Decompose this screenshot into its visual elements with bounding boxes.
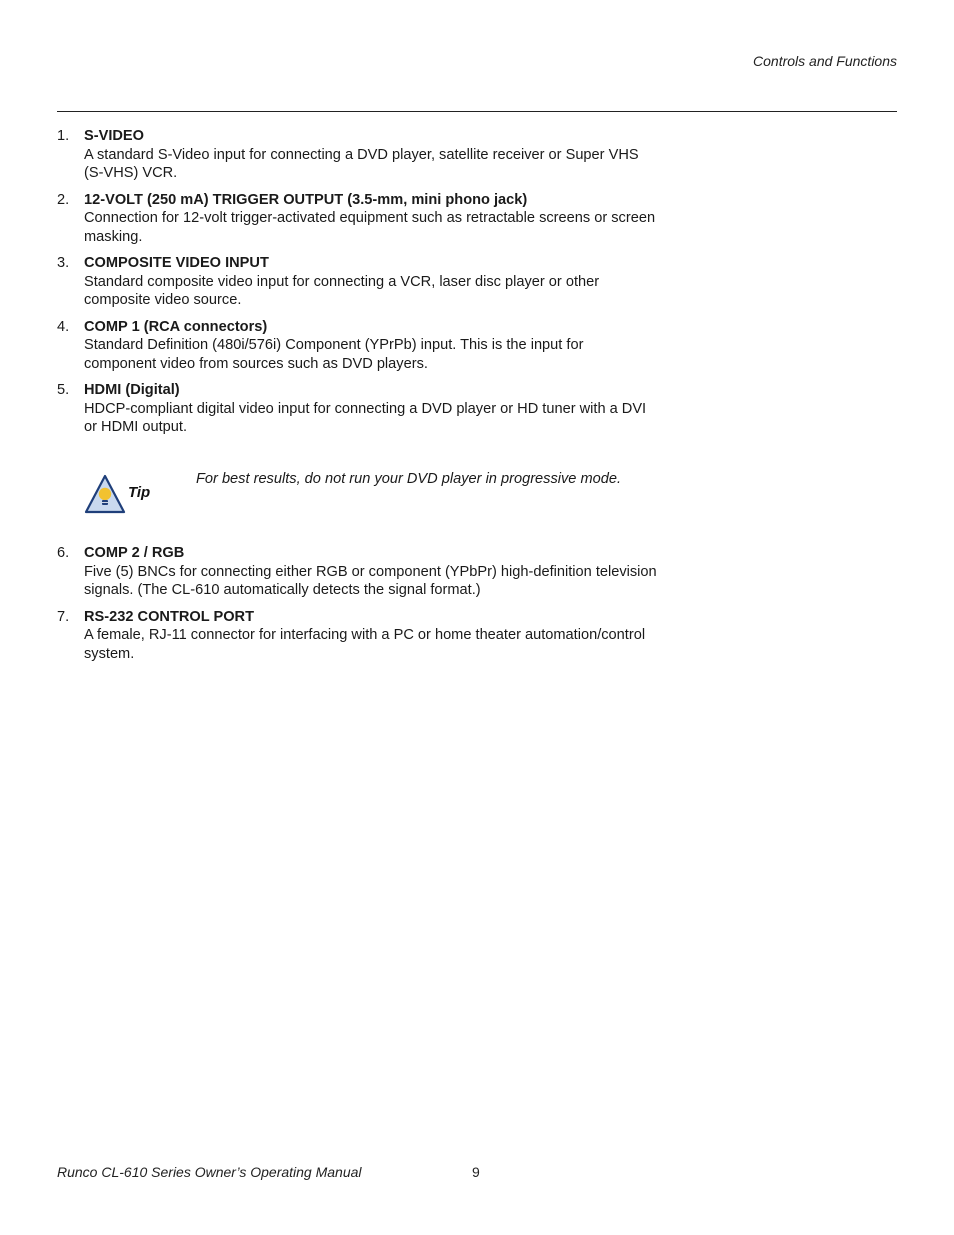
item-title: COMP 2 / RGB	[84, 545, 185, 561]
header-divider	[57, 111, 897, 112]
item-description: A female, RJ-11 connector for interfacing with a PC or home theater automation/control system.	[84, 627, 646, 662]
list-item	[57, 381, 677, 437]
item-description: Five (5) BNCs for connecting either RGB or component (YPbPr) high-definition television signals. (The CL-610 automatically detects the signal format.)	[84, 563, 657, 598]
item-title: S-VIDEO	[84, 128, 145, 144]
item-number: 6.	[57, 545, 70, 561]
tip-label: Tip	[128, 484, 151, 501]
item-title: HDMI (Digital)	[84, 382, 180, 398]
item-title: RS-232 CONTROL PORT	[84, 608, 255, 625]
item-number: 7.	[57, 608, 70, 625]
item-description: HDCP-compliant digital video input for connecting a DVD player or HD tuner with a DVI or HDMI output.	[84, 400, 647, 435]
running-header: Controls and Functions	[753, 53, 897, 69]
list-item	[57, 254, 677, 310]
item-number: 1.	[57, 128, 70, 144]
connector-list-part-2	[57, 544, 677, 671]
tip-text: For best results, do not run your DVD player in progressive mode.	[196, 471, 622, 487]
lightbulb-icon	[84, 474, 126, 514]
item-number: 5.	[57, 382, 70, 398]
footer-manual-title: Runco CL-610 Series Owner’s Operating Manual	[57, 1164, 362, 1180]
item-title: 12-VOLT (250 mA) TRIGGER OUTPUT (3.5-mm, mini phono jack)	[84, 191, 528, 208]
tip-callout	[84, 470, 684, 520]
list-item	[57, 191, 677, 247]
list-item	[57, 608, 677, 664]
item-number: 2.	[57, 191, 70, 208]
list-item	[57, 127, 677, 183]
item-number: 3.	[57, 255, 70, 271]
item-title: COMPOSITE VIDEO INPUT	[84, 255, 269, 271]
item-title: COMP 1 (RCA connectors)	[84, 318, 268, 335]
item-description: A standard S-Video input for connecting a DVD player, satellite receiver or Super VHS (S-VHS) VCR.	[84, 146, 639, 181]
page-number: 9	[472, 1164, 480, 1180]
item-description: Standard composite video input for connecting a VCR, laser disc player or other composite video source.	[84, 273, 600, 308]
connector-list-part-1	[57, 127, 677, 445]
list-item	[57, 544, 677, 600]
item-number: 4.	[57, 318, 70, 335]
item-description: Standard Definition (480i/576i) Component (YPrPb) input. This is the input for component video from sources such as DVD players.	[84, 337, 584, 372]
list-item	[57, 318, 677, 374]
item-description: Connection for 12-volt trigger-activated equipment such as retractable screens or screen masking.	[84, 210, 656, 245]
